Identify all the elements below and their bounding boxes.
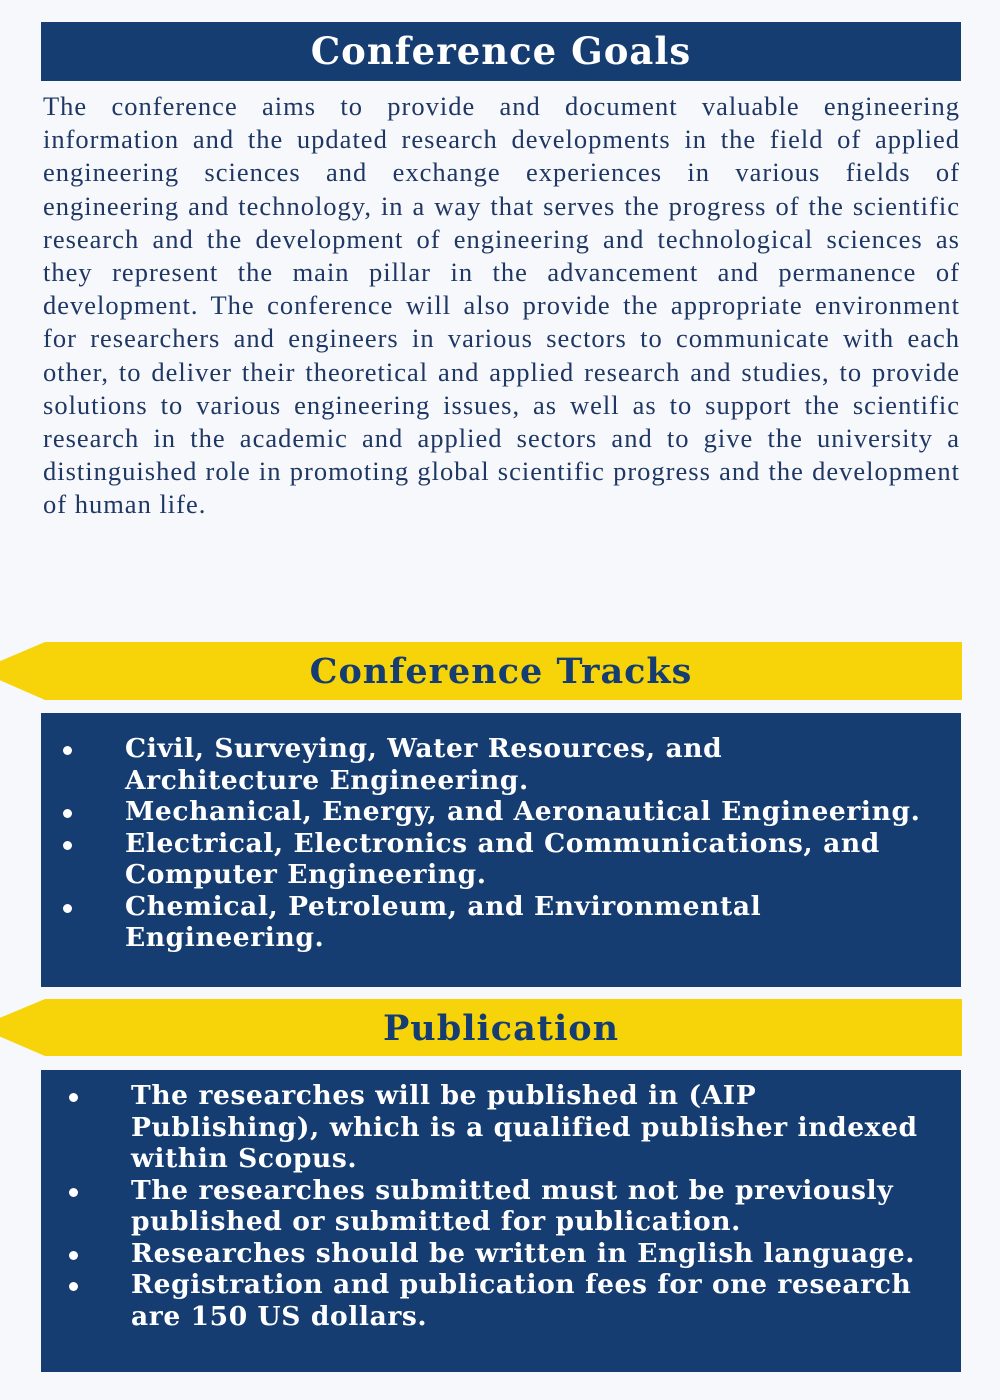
goals-heading: Conference Goals <box>310 29 692 73</box>
publication-heading: Publication <box>382 1008 620 1049</box>
track-item: Civil, Surveying, Water Resources, and Architecture Engineering. <box>41 733 961 796</box>
publication-list-panel <box>41 1070 961 1372</box>
bullet-icon <box>63 841 72 850</box>
bullet-icon <box>63 809 72 818</box>
bullet-icon <box>63 746 72 755</box>
publication-list <box>41 1080 961 1332</box>
bullet-icon <box>69 1093 78 1102</box>
track-item: Electrical, Electronics and Communications, and Computer Engineering. <box>41 828 961 891</box>
bullet-icon <box>63 904 72 913</box>
publication-item: The researches will be published in (AIP Publishing), which is a qualified publisher indexed within Scopus. <box>41 1080 961 1175</box>
bullet-icon <box>69 1282 78 1291</box>
goals-body-text: The conference aims to provide and document valuable engineering information and the updated research developments in the field of applied engineering sciences and exchange experiences in various fields of engineering and technology, in a way that serves the progress of the scientific research and the development of engineering and technological sciences as they represent the main pillar in the advancement and permanence of development. The conference will also provide the appropriate environment for researchers and engineers in various sectors to communicate with each other, to deliver their theoretical and applied research and studies, to provide solutions to various engineering issues, as well as to support the scientific research in the academic and applied sectors and to give the university a distinguished role in promoting global scientific progress and the development of human life. <box>43 91 960 520</box>
track-item: Chemical, Petroleum, and Environmental Engineering. <box>41 891 961 954</box>
track-item: Mechanical, Energy, and Aeronautical Engineering. <box>41 796 961 828</box>
tracks-heading: Conference Tracks <box>309 651 693 692</box>
publication-item: The researches submitted must not be previously published or submitted for publication. <box>41 1175 961 1238</box>
bullet-icon <box>69 1251 78 1260</box>
publication-item: Researches should be written in English language. <box>41 1238 961 1270</box>
bullet-icon <box>69 1188 78 1197</box>
publication-item: Registration and publication fees for one research are 150 US dollars. <box>41 1269 961 1332</box>
tracks-list <box>41 733 961 954</box>
tracks-list-panel <box>41 713 961 987</box>
